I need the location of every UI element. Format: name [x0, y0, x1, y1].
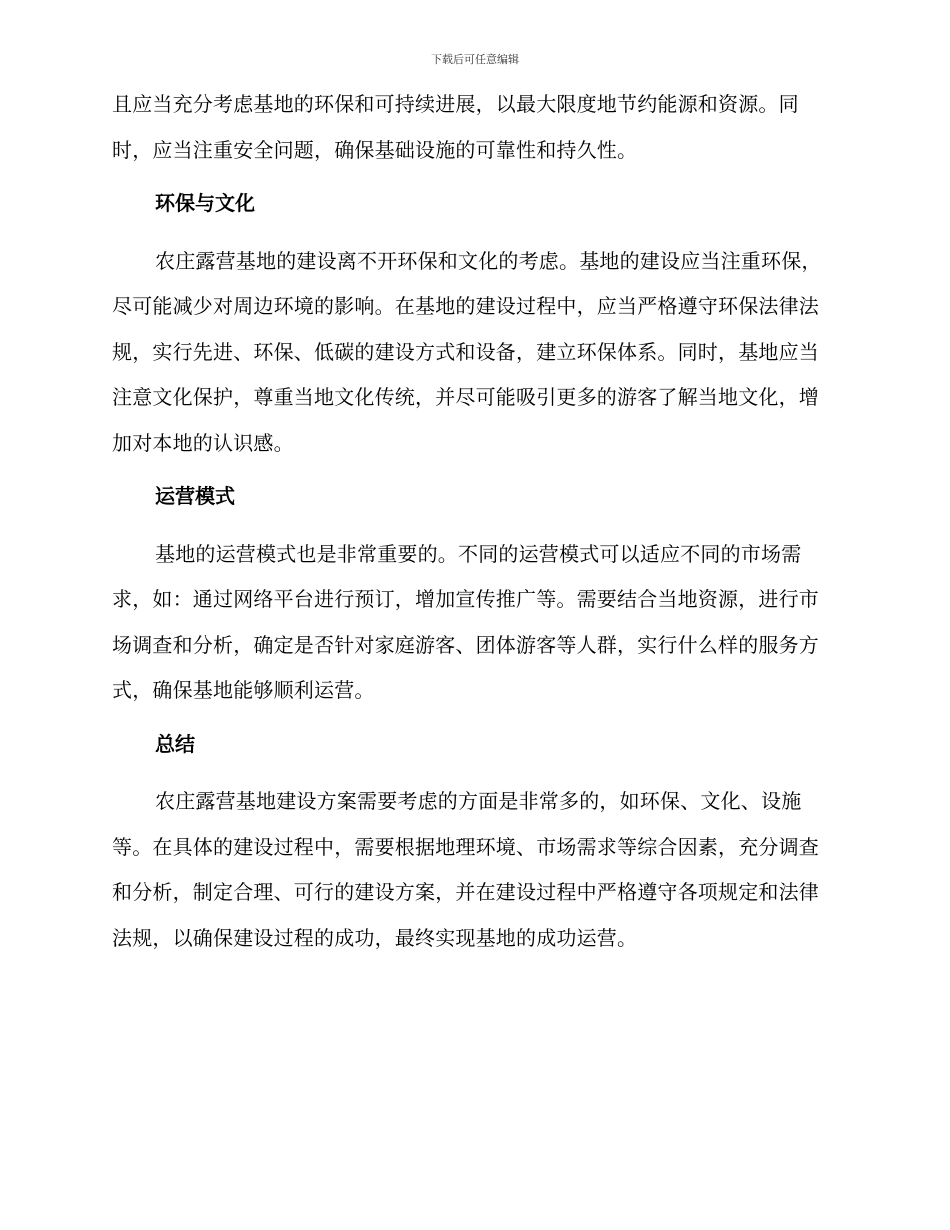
section-paragraph-summary: 农庄露营基地建设方案需要考虑的方面是非常多的，如环保、文化、设施等。在具体的建设过程中，需要根据地理环境、市场需求等综合因素，充分调查和分析，制定合理、可行的建设方案，并在建设过程中严格遵守各项规定和法律法规，以确保建设过程的成功，最终实现基地的成功运营。: [112, 789, 819, 950]
continued-paragraph: 且应当充分考虑基地的环保和可持续进展，以最大限度地节约能源和资源。同时，应当注重安全问题，确保基础设施的可靠性和持久性。: [112, 92, 799, 162]
section-heading-environment-culture: 环保与文化: [155, 191, 255, 215]
section-heading-summary: 总结: [155, 731, 195, 756]
section-paragraph-environment-culture: 农庄露营基地的建设离不开环保和文化的考虑。基地的建设应当注重环保，尽可能减少对周边环境的影响。在基地的建设过程中，应当严格遵守环保法律法规，实行先进、环保、低碳的建设方式和设备，建立环保体系。同时，基地应当注意文化保护，尊重当地文化传统，并尽可能吸引更多的游客了解当地文化，增加对本地的认识感。: [112, 248, 822, 455]
section-paragraph-operation-mode: 基地的运营模式也是非常重要的。不同的运营模式可以适应不同的市场需求，如：通过网络平台进行预订，增加宣传推广等。需要结合当地资源，进行市场调查和分析，确定是否针对家庭游客、团体游客等人群，实行什么样的服务方式，确保基地能够顺利运营。: [112, 541, 819, 702]
section-heading-operation-mode: 运营模式: [155, 484, 235, 508]
document-body: [112, 82, 832, 961]
page-header: 下载后可任意编辑: [431, 53, 519, 66]
